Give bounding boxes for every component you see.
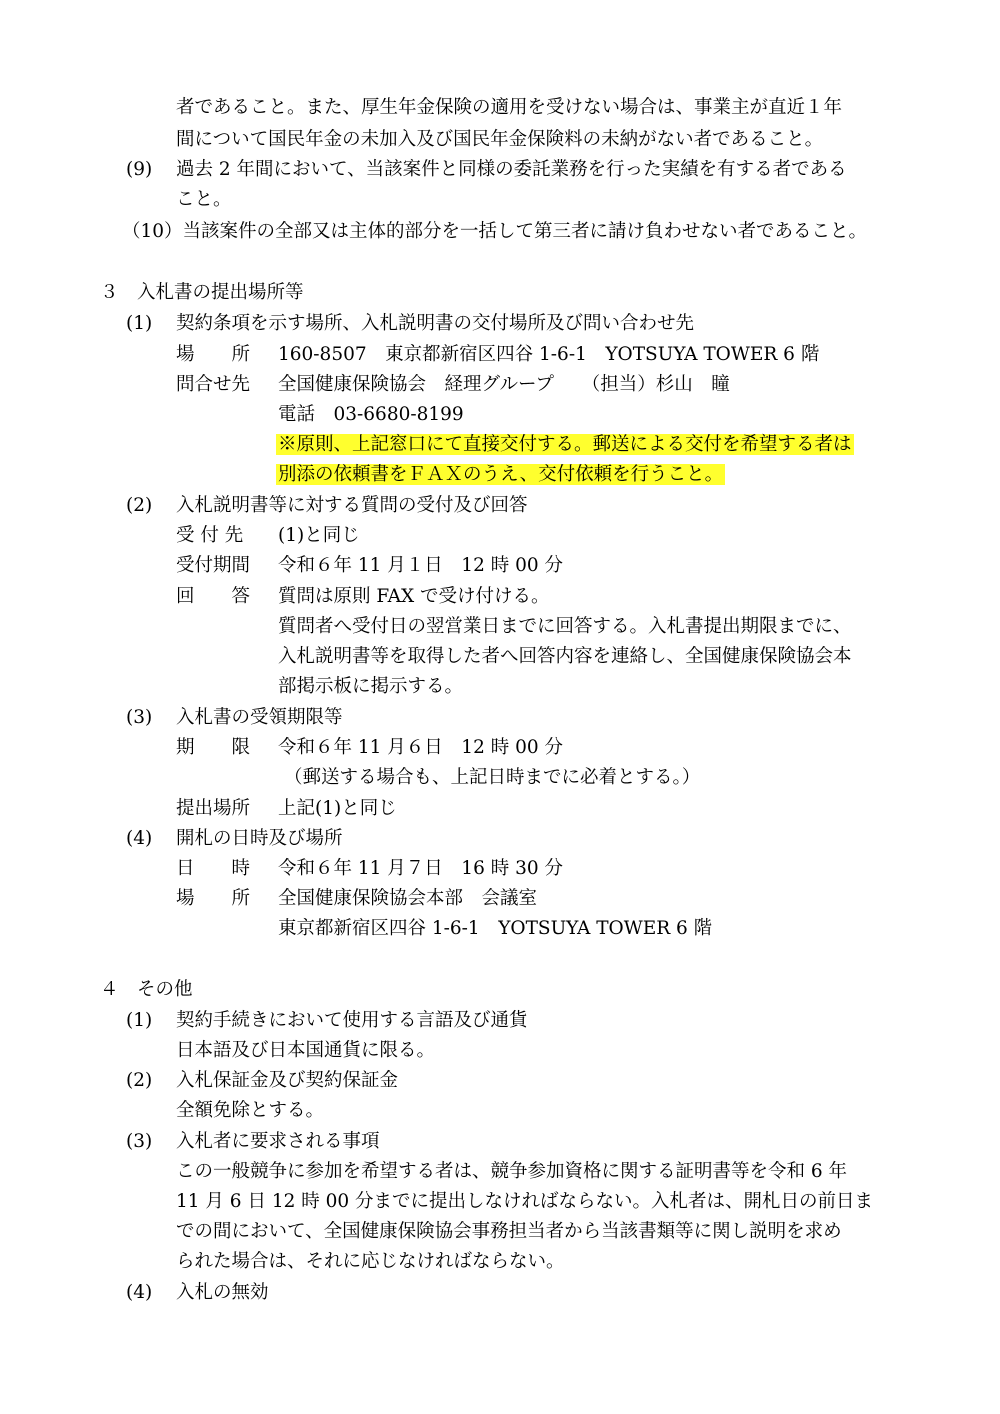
section-heading: ３ 入札書の提出場所等 [100, 282, 304, 303]
item-number: (1) [126, 1010, 153, 1031]
item-title: 入札保証金及び契約保証金 [176, 1070, 399, 1091]
field-label: 提出場所 [176, 798, 251, 819]
item-title: 入札説明書等に対する質問の受付及び回答 [176, 495, 528, 516]
item-number: (3) [126, 1131, 153, 1152]
field-label: 問合せ先 [176, 374, 251, 395]
field-label: 日 時 [176, 858, 251, 879]
highlight-line: 別添の依頼書をＦＡＸのうえ、交付依頼を行うこと。 [278, 464, 724, 485]
field-label: 期 限 [176, 737, 251, 758]
field-note: （郵送する場合も、上記日時までに必着とする。） [284, 767, 701, 788]
text-line: （10）当該案件の全部又は主体的部分を一括して第三者に請け負わせない者であること。 [122, 221, 868, 242]
text-line: 日本語及び日本国通貨に限る。 [176, 1040, 436, 1061]
field-value: 全国健康保険協会本部 会議室 [278, 888, 538, 909]
item-title: 契約条項を示す場所、入札説明書の交付場所及び問い合わせ先 [176, 313, 695, 334]
text-line: 間について国民年金の未加入及び国民年金保険料の未納がない者であること。 [176, 129, 824, 150]
item-number: (4) [126, 1282, 153, 1303]
field-value: 令和６年 11 月６日 12 時 00 分 [278, 737, 564, 758]
item-title: 開札の日時及び場所 [176, 828, 343, 849]
field-value: 令和６年 11 月１日 12 時 00 分 [278, 555, 564, 576]
highlight-line: ※原則、上記窓口にて直接交付する。郵送による交付を希望する者は [278, 434, 852, 455]
field-value: 質問者へ受付日の翌営業日までに回答する。入札書提出期限までに、 [278, 616, 852, 637]
item-title: 入札書の受領期限等 [176, 707, 343, 728]
field-value: 上記(1)と同じ [278, 798, 397, 819]
field-label: 回 答 [176, 586, 251, 607]
field-value: 電話 03-6680-8199 [278, 404, 464, 425]
item-number: (2) [126, 495, 153, 516]
item-title: 入札の無効 [176, 1282, 269, 1303]
item-title: 入札者に要求される事項 [176, 1131, 380, 1152]
field-value: (1)と同じ [278, 525, 360, 546]
item-number: (3) [126, 707, 153, 728]
field-value: 入札説明書等を取得した者へ回答内容を連絡し、全国健康保険協会本 [278, 646, 852, 667]
field-value: 部掲示板に掲示する。 [278, 676, 464, 697]
highlighted-note [276, 462, 725, 488]
field-value: 東京都新宿区四谷 1-6-1 YOTSUYA TOWER 6 階 [278, 918, 713, 939]
text-line: 過去 2 年間において、当該案件と同様の委託業務を行った実績を有する者である [176, 159, 847, 180]
item-number: (2) [126, 1070, 153, 1091]
text-line: られた場合は、それに応じなければならない。 [176, 1251, 565, 1272]
field-label: 場 所 [176, 344, 251, 365]
section-heading: ４ その他 [100, 979, 193, 1000]
item-number: (9) [126, 159, 153, 180]
field-label: 受付期間 [176, 555, 251, 576]
field-label: 場 所 [176, 888, 251, 909]
text-line: こと。 [176, 189, 232, 210]
field-label: 受 付 先 [176, 525, 244, 546]
field-value: 160-8507 東京都新宿区四谷 1-6-1 YOTSUYA TOWER 6 階 [278, 344, 820, 365]
text-line: 者であること。また、厚生年金保険の適用を受けない場合は、事業主が直近１年 [176, 97, 843, 118]
item-number: (4) [126, 828, 153, 849]
field-value: 令和６年 11 月７日 16 時 30 分 [278, 858, 564, 879]
field-value: 質問は原則 FAX で受け付ける。 [278, 586, 550, 607]
text-line: での間において、全国健康保険協会事務担当者から当該書類等に関し説明を求め [176, 1221, 842, 1242]
item-number: (1) [126, 313, 153, 334]
text-line: 11 月 6 日 12 時 00 分までに提出しなければならない。入札者は、開札日の前日ま [176, 1191, 874, 1212]
text-line: 全額免除とする。 [176, 1100, 325, 1121]
item-title: 契約手続きにおいて使用する言語及び通貨 [176, 1010, 528, 1031]
field-value: 全国健康保険協会 経理グループ （担当）杉山 瞳 [278, 374, 730, 395]
highlighted-note [276, 432, 854, 458]
text-line: この一般競争に参加を希望する者は、競争参加資格に関する証明書等を令和 6 年 [176, 1161, 848, 1182]
